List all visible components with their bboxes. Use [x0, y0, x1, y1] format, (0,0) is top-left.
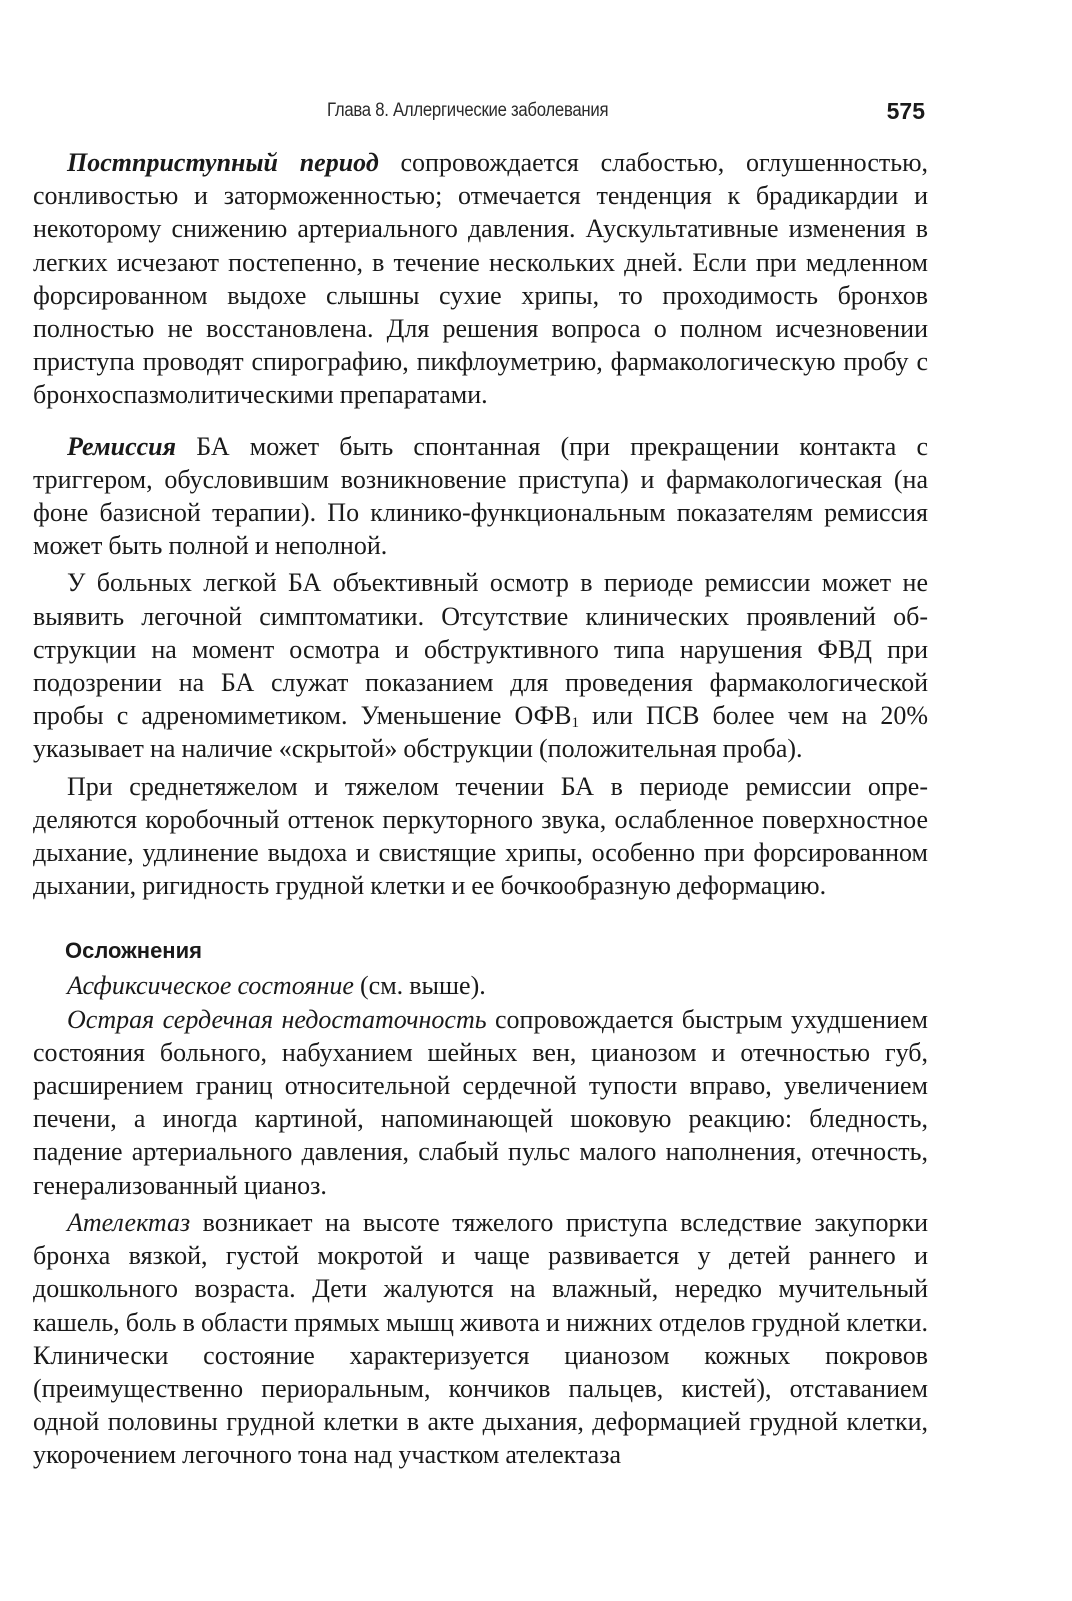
- paragraph-severe-asthma: [33, 770, 928, 903]
- chapter-title: Глава 8. Аллергические заболевания: [327, 100, 609, 121]
- paragraph-text: или ПСВ более чем на 20% указывает на наличие «скрытой» обструкции (положительная проба).: [33, 701, 928, 764]
- paragraph-postattack-period: [33, 146, 928, 412]
- paragraph-text: сопровождается быстрым ухудшением состояния больного, набуханием шейных вен, цианозом и отечностью губ, расширением границ относительной сердечной тупости вправо, увеличением печени, а иногда картиной, напоминающей шоковую реакцию: бледность, падение артериального давления, слабый пульс малого наполнения, отечность, генерализованный цианоз.: [33, 1004, 928, 1200]
- running-header: [33, 98, 928, 130]
- paragraph-text: У больных легкой БА объективный осмотр в периоде ремиссии может не выявить легочной симптоматики. Отсутствие клинических проявлений обструкции на момент осмотра и обструктивного типа нарушения ФВД при подозрении на БА служат показанием для проведения фармакологической пробы с адреномиметиком. Уменьшение ОФВ: [33, 568, 928, 731]
- term-atelectasis: Ателектаз: [67, 1207, 191, 1237]
- book-page: [33, 0, 928, 1601]
- paragraph-remission: [33, 430, 928, 563]
- paragraph-text: БА может быть спонтанная (при прекращении контакта с триггером, обусловившим возникновение приступа) и фармакологическая (на фоне базисной терапии). По клинико-функциональным показателям ремиссия может быть полной и неполной.: [33, 431, 928, 561]
- paragraph-text: (см. выше).: [353, 971, 486, 1001]
- term-postattack-period: Постприступный период: [67, 148, 379, 177]
- term-remission: Ремиссия: [67, 431, 177, 461]
- body-text: [33, 146, 928, 1472]
- paragraph-text: возникает на высоте тяжелого приступа вследствие закупорки бронха вязкой, густой мокротой и чаще развивается у детей раннего и дошкольного возраста. Дети жалуются на влажный, нередко мучительный кашель, боль в области прямых мышц живота и нижних отделов грудной клетки. Клинически состояние характеризуется цианозом кожных покровов (преимущественно периоральным, кончиков пальцев, кистей), отставанием одной половины грудной клетки в акте дыхания, деформацией грудной клетки, укорочением легочного тона над участком ателектаза: [33, 1207, 928, 1470]
- paragraph-heart-failure: [33, 1003, 928, 1202]
- term-heart-failure: Острая сердечная недостаточность: [67, 1004, 487, 1034]
- term-asphyxia: Асфиксическое состояние: [67, 971, 354, 1001]
- section-heading-complications: Осложнения: [65, 938, 202, 964]
- paragraph-atelectasis: [33, 1206, 928, 1472]
- paragraph-text: сопровождается слабостью, оглушенностью, сонливостью и заторможенностью; отмечается тенденция к брадикардии и некоторому снижению артериального давления. Аускультативные изменения в легких исчезают постепенно, в течение нескольких дней. Если при медленном форсированном выдохе слышны сухие хрипы, то проходимость бронхов полностью не восстановлена. Для решения вопроса о полном исчезновении приступа проводят спирографию, пикфлоуметрию, фармакологическую пробу с бронхоспазмолитическими препаратами.: [33, 148, 929, 410]
- paragraph-text: При среднетяжелом и тяжелом течении БА в периоде ремиссии определяются коробочный оттенок перкуторного звука, ослабленное поверхностное дыхание, удлинение выдоха и свистящие хрипы, особенно при форсированном дыхании, ригидность грудной клетки и ее бочкообразную деформацию.: [33, 771, 928, 901]
- subscript-fev: 1: [571, 715, 579, 732]
- paragraph-mild-asthma: [33, 566, 928, 765]
- page-number: 575: [886, 98, 925, 124]
- paragraph-asphyxia: [33, 969, 928, 1002]
